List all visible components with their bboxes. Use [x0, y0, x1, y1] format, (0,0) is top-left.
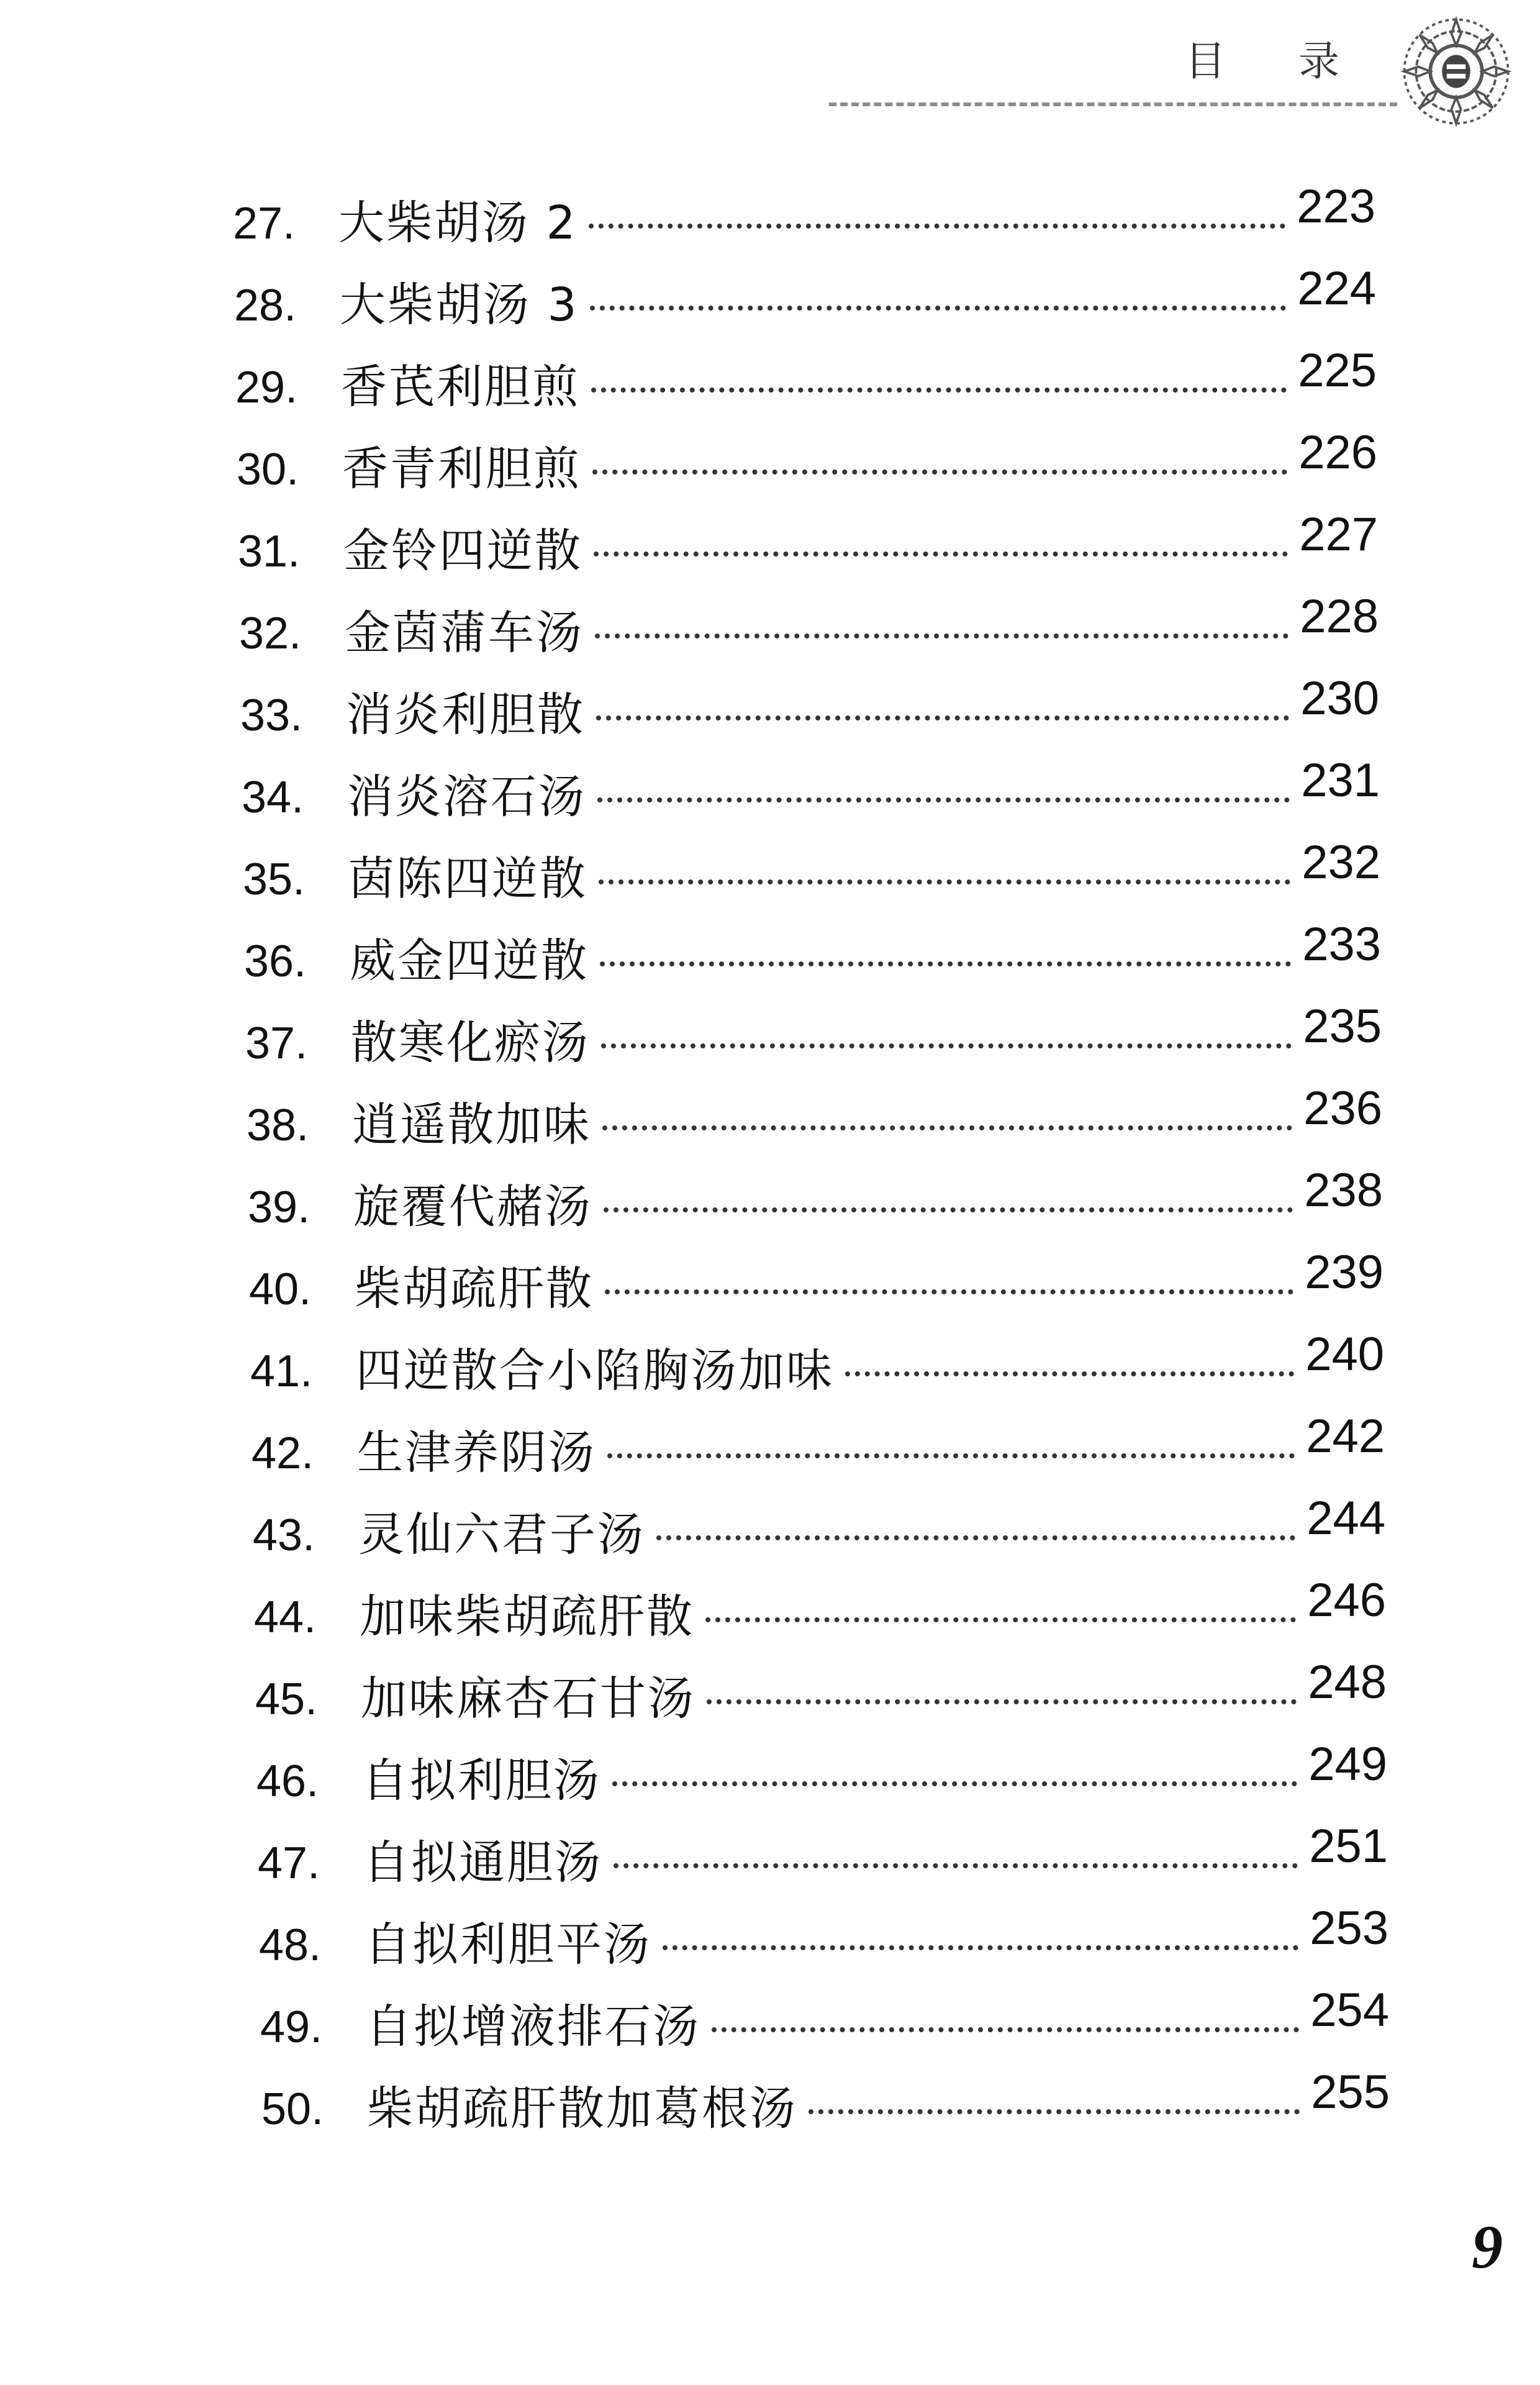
dot-leader: [845, 1371, 1294, 1376]
toc-entry[interactable]: [258, 1820, 1388, 1901]
dot-leader: [592, 470, 1287, 475]
entry-page-number: 227: [1299, 508, 1378, 561]
entry-page-number: 240: [1305, 1328, 1384, 1381]
dot-leader: [595, 634, 1289, 638]
entry-page-number: 235: [1303, 1000, 1382, 1053]
entry-title: 加味柴胡疏肝散: [360, 1590, 694, 1643]
dot-leader: [594, 552, 1288, 556]
dot-leader: [597, 797, 1290, 802]
entry-title: 自拟利胆汤: [362, 1754, 601, 1807]
entry-title: 灵仙六君子汤: [358, 1508, 645, 1561]
entry-page-number: 226: [1298, 426, 1377, 479]
dot-leader: [599, 879, 1290, 884]
page-number: 9: [1472, 2212, 1503, 2281]
toc-entry[interactable]: [238, 508, 1378, 589]
entry-title: 自拟增液排石汤: [366, 2000, 700, 2053]
entry-title: 旋覆代赭汤: [353, 1180, 592, 1233]
toc-entry[interactable]: [256, 1738, 1387, 1819]
toc-entry[interactable]: [249, 1246, 1384, 1327]
entry-title: 柴胡疏肝散加葛根汤: [367, 2082, 797, 2135]
toc-entry[interactable]: [260, 1984, 1389, 2065]
entry-number: 28.: [234, 281, 297, 330]
entry-page-number: 232: [1302, 836, 1380, 889]
entry-title: 逍遥散加味: [352, 1098, 591, 1152]
dot-leader: [596, 716, 1289, 720]
entry-page-number: 255: [1311, 2066, 1390, 2119]
toc-entry[interactable]: [239, 590, 1379, 671]
toc-entry[interactable]: [254, 1574, 1386, 1655]
entry-title: 自拟通胆汤: [363, 1836, 602, 1889]
entry-title: 消炎利胆散: [346, 688, 585, 742]
dot-leader: [612, 1781, 1297, 1786]
dot-leader: [607, 1453, 1295, 1458]
entry-number: 43.: [253, 1510, 315, 1560]
floral-ornament-icon: [1397, 12, 1515, 130]
entry-page-number: 244: [1307, 1492, 1385, 1545]
entry-number: 48.: [259, 1920, 322, 1970]
entry-page-number: 231: [1301, 754, 1380, 807]
entry-page-number: 225: [1298, 344, 1377, 397]
toc-entry[interactable]: [233, 180, 1375, 261]
entry-title: 威金四逆散: [350, 934, 589, 988]
dot-leader: [707, 1699, 1297, 1704]
entry-title: 香青利胆煎: [342, 442, 581, 496]
toc-entry[interactable]: [247, 1082, 1382, 1163]
toc-entry[interactable]: [243, 836, 1380, 917]
entry-page-number: 223: [1297, 180, 1375, 233]
entry-number: 40.: [249, 1265, 312, 1314]
dot-leader: [663, 1945, 1298, 1950]
entry-page-number: 248: [1308, 1656, 1387, 1709]
entry-title: 香芪利胆煎: [341, 360, 580, 414]
dot-leader: [602, 1125, 1292, 1130]
entry-page-number: 228: [1300, 590, 1379, 643]
entry-number: 34.: [242, 773, 304, 822]
entry-title: 加味麻杏石甘汤: [361, 1672, 695, 1725]
entry-number: 35.: [243, 855, 306, 904]
entry-title: 大柴胡汤 3: [340, 278, 579, 332]
entry-title: 四逆散合小陷胸汤加味: [356, 1344, 834, 1397]
entry-title: 金茵蒲车汤: [345, 606, 584, 660]
dot-leader: [601, 1043, 1292, 1048]
dot-leader: [604, 1207, 1293, 1212]
dot-leader: [712, 2027, 1299, 2032]
toc-entry[interactable]: [240, 672, 1379, 753]
entry-page-number: 224: [1297, 262, 1376, 315]
toc-entry[interactable]: [248, 1164, 1383, 1245]
dot-leader: [591, 388, 1287, 393]
entry-title: 消炎溶石汤: [347, 770, 586, 824]
dot-leader: [614, 1863, 1298, 1868]
entry-page-number: 254: [1310, 1984, 1389, 2037]
dot-leader: [605, 1289, 1293, 1294]
entry-number: 38.: [247, 1101, 309, 1150]
entry-page-number: 253: [1310, 1902, 1388, 1955]
page-header: [0, 0, 1540, 161]
entry-page-number: 242: [1306, 1410, 1385, 1463]
entry-number: 50.: [261, 2084, 324, 2134]
entry-title: 生津养阴汤: [357, 1426, 596, 1479]
entry-page-number: 249: [1308, 1738, 1387, 1791]
dot-leader: [656, 1535, 1295, 1540]
entry-title: 自拟利胆平汤: [365, 1918, 651, 1971]
entry-title: 金铃四逆散: [343, 524, 582, 578]
entry-page-number: 239: [1305, 1246, 1384, 1299]
toc-entry[interactable]: [255, 1656, 1387, 1737]
toc-entry[interactable]: [253, 1492, 1385, 1573]
toc-entry[interactable]: [235, 344, 1377, 425]
entry-number: 29.: [235, 363, 298, 412]
toc-entry[interactable]: [245, 1000, 1382, 1081]
entry-title: 大柴胡汤 2: [338, 196, 578, 250]
toc-entry[interactable]: [244, 918, 1381, 999]
dot-leader: [808, 2109, 1300, 2114]
entry-title: 茵陈四逆散: [348, 852, 587, 906]
toc-entry[interactable]: [250, 1328, 1384, 1409]
entry-number: 45.: [255, 1674, 318, 1724]
entry-page-number: 246: [1307, 1574, 1386, 1627]
entry-number: 47.: [258, 1838, 320, 1888]
toc-entry[interactable]: [242, 754, 1380, 835]
entry-number: 49.: [260, 2002, 323, 2052]
dot-leader: [590, 306, 1287, 311]
entry-number: 36.: [244, 937, 307, 986]
toc-entry[interactable]: [251, 1410, 1385, 1491]
entry-number: 37.: [245, 1019, 308, 1068]
header-dashed-rule: [829, 102, 1397, 106]
entry-page-number: 238: [1304, 1164, 1383, 1217]
toc-entry[interactable]: [234, 262, 1376, 343]
entry-number: 42.: [251, 1429, 314, 1478]
section-title: 目 录: [1185, 37, 1369, 85]
entry-number: 32.: [239, 609, 302, 658]
toc-entry[interactable]: [261, 2066, 1390, 2146]
entry-number: 33.: [240, 691, 303, 740]
entry-number: 30.: [237, 445, 299, 494]
dot-leader: [589, 224, 1286, 229]
entry-title: 散寒化瘀汤: [351, 1016, 590, 1070]
entry-number: 27.: [233, 199, 296, 248]
entry-page-number: 233: [1302, 918, 1381, 971]
dot-leader: [600, 961, 1291, 966]
toc-entry[interactable]: [237, 426, 1377, 507]
entry-number: 31.: [238, 527, 301, 576]
entry-number: 39.: [248, 1183, 310, 1232]
toc-entry[interactable]: [259, 1902, 1388, 1983]
entry-number: 46.: [256, 1756, 319, 1806]
entry-title: 柴胡疏肝散: [355, 1262, 594, 1315]
entry-page-number: 251: [1309, 1820, 1388, 1873]
entry-number: 41.: [250, 1347, 313, 1396]
entry-page-number: 236: [1303, 1082, 1382, 1135]
dot-leader: [705, 1617, 1296, 1622]
entry-page-number: 230: [1300, 672, 1379, 725]
entry-number: 44.: [254, 1592, 317, 1642]
